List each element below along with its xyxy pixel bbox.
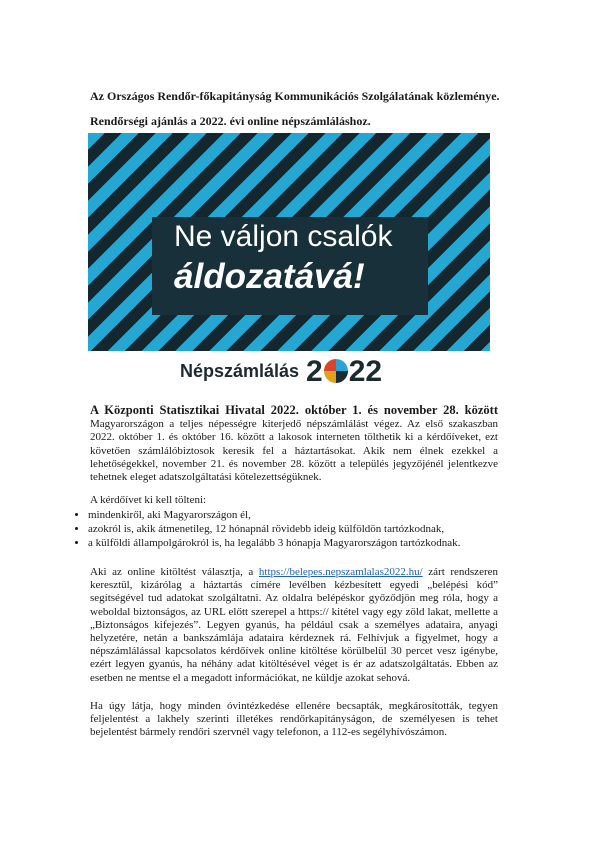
- list-item: • azokról is, akik átmenetileg, 12 hónapnál rövidebb ideig külföldön tartózkodnak,: [88, 522, 518, 536]
- census-logo: [180, 355, 420, 391]
- census-logo-year: [306, 355, 382, 389]
- announcement-subtitle: Rendőrségi ajánlás a 2022. évi online népszámláláshoz.: [90, 114, 371, 128]
- banner-line-1: Ne váljon csalók: [174, 220, 393, 253]
- year-digit-2: 2: [306, 355, 323, 388]
- list-intro: A kérdőívet ki kell tölteni:: [90, 494, 207, 506]
- list-item: • a külföldi állampolgárokról is, ha legalább 3 hónapja Magyarországon tartózkodnak.: [88, 536, 518, 550]
- paragraph-before-link: Aki az online kitöltést választja, a: [90, 566, 259, 578]
- census-logo-word: Népszámlálás: [180, 361, 300, 381]
- paragraph-lead: A Központi Statisztikai Hivatal 2022. október 1. és november 28. között: [90, 403, 498, 417]
- paragraph-report-fraud: Ha úgy látja, hogy minden óvintézkedése ellenére becsapták, megkárosították, tegyen feljelentést a lakhely szerinti illetékes rendőrkapitányságon, de személyesen is tehet bejelentést bármely rendőri szervnél vagy telefonon, a 112-es segélyhívószámon.: [90, 700, 498, 739]
- list-item: • mindenkiről, aki Magyarországon él,: [88, 508, 518, 522]
- paragraph-census-info: [90, 404, 498, 484]
- fill-in-list: [70, 508, 518, 550]
- paragraph-rest: Magyarországon a teljes népességre kiterjedő népszámlálást végez. Az első szakaszban 2022. október 1. és október 16. között a lakosok interneten tölthetik ki a kérdőíveket, ezt követően számlálóbiztosok keresik fel a háztartásokat. Akik nem élnek ezekkel a lehetőségekkel, november 21. és november 28. között a település jegyzőjénél jelentkezve tehetnek eleget adatszolgáltatási kötelezettségüknek.: [90, 418, 498, 484]
- paragraph-after-link: zárt rendszeren keresztül, kizárólag a háztartás címére levélben kézbesített egyedi „belépési kód” segítségével tud adatokat szolgáltatni. Az oldalra belépéskor győződjön meg róla, hogy a weboldal biztonságos, az URL előtt szerepel a https:// kitétel vagy egy zöld lakat, mellette a „Biztonságos kifejezés”. Legyen gyanús, ha például csak a személyes adataira, anyagi helyzetére, netán a bankszámlája adataira kérdeznek rá. Felhívjuk a figyelmet, hogy a népszámlálással kapcsolatos kérdőívek online kitöltése körülbelül 30 percet vesz igénybe, ezért legyen gyanús, ha néhány adat kitöltésével véget is ér az adatszolgáltatás. Ebben az esetben ne mentse el a megadott információkat, ne küldje azokat sehová.: [90, 566, 498, 684]
- announcement-header: Az Országos Rendőr-főkapitányság Kommunikációs Szolgálatának közleménye.: [90, 89, 500, 103]
- year-digits-22: 22: [348, 355, 383, 388]
- paragraph-online-safety: [90, 566, 498, 685]
- census-pie-icon: [324, 359, 348, 383]
- banner-line-2: áldozatává!: [174, 257, 365, 296]
- census-login-link[interactable]: https://belepes.nepszamlalas2022.hu/: [258, 566, 423, 578]
- warning-banner: [88, 133, 490, 351]
